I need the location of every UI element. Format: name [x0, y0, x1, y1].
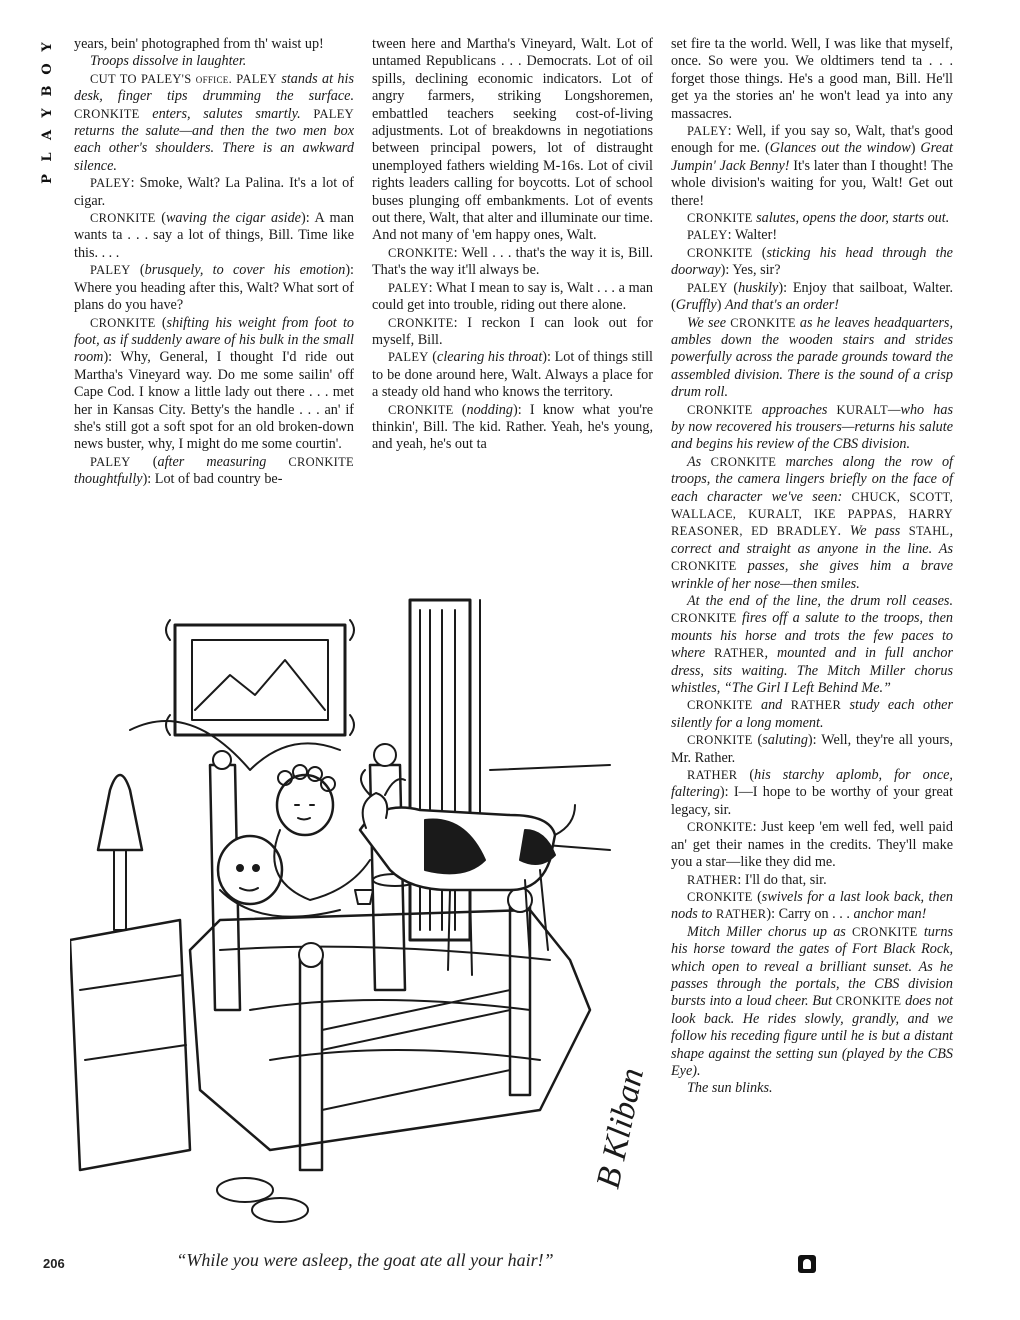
paragraph — [372, 245, 653, 280]
speaker-name: CUT TO PALEY'S office. — [90, 71, 237, 86]
text-run: tween here and Martha's Vineyard, Walt. Lot of untamed Republicans . . . Democrats. Lot of oil spills, declining economic indicators. Lot of angry farmers, striking Longshoremen, embattled teachers seeking cost-of-living adjustments. Lot of breakdowns in negotiations between principal powers, lot of distraught unemployed fathers wielding M-16s. Lot of civil rights leaders calling for boycotts. Lot of school buses plunging off embankments. Lot of events out there, Walt, that alter and illuminate our time. And not many of 'em happy ones, Walt. — [372, 36, 653, 244]
text-run: , mounted and in full anchor dress, sits waiting. The Mitch Miller chorus whistles, “The Girl I Left Behind Me.” — [671, 645, 953, 697]
paragraph — [671, 210, 953, 227]
text-run: : I reckon I can look out for myself, Bill. — [372, 314, 653, 348]
paragraph — [74, 315, 354, 454]
speaker-name: CRONKITE — [687, 698, 753, 713]
paragraph — [671, 593, 953, 697]
paragraph — [74, 210, 354, 262]
speaker-name: PALEY — [687, 228, 728, 243]
paragraph — [74, 36, 354, 53]
speaker-name: PALEY — [687, 124, 728, 139]
text-run: As — [687, 453, 711, 470]
paragraph — [372, 315, 653, 350]
speaker-name: CRONKITE — [671, 611, 737, 626]
speaker-name: CRONKITE — [687, 733, 753, 748]
magazine-name-letter: P — [40, 174, 55, 184]
paragraph — [671, 819, 953, 871]
speaker-name: RATHER — [715, 907, 767, 922]
speaker-name: PALEY — [313, 106, 354, 121]
text-run: Glances out the window — [769, 140, 911, 157]
speaker-name: PALEY — [687, 280, 728, 295]
text-run: It's later than I thought! The whole division's waiting for you, Walt! Get out there! — [671, 157, 953, 209]
text-run: The sun blinks. — [687, 1080, 773, 1097]
text-run: : Walter! — [727, 227, 778, 244]
paragraph — [671, 315, 953, 402]
text-run: ( — [130, 262, 145, 279]
cartoon-caption: “While you were asleep, the goat ate all your hair!” — [176, 1250, 554, 1270]
text-run: nodding — [466, 401, 513, 418]
text-run: marches along the row of troops, the camera lingers briefly on the face of each character we've seen: — [671, 453, 953, 505]
text-run: ): Yes, sir? — [720, 262, 781, 279]
paragraph — [671, 889, 953, 924]
speaker-name: CRONKITE — [671, 559, 737, 574]
paragraph — [671, 280, 953, 315]
text-run: waving the cigar aside — [165, 210, 301, 227]
speaker-name: RATHER — [714, 646, 765, 661]
paragraph — [74, 454, 354, 489]
paragraph — [671, 454, 953, 593]
text-run: : Just keep 'em well fed, well paid an' get their names in the credits. They'll make you a star—like they did me. — [671, 819, 953, 871]
text-run: passes, she gives him a brave wrinkle of her nose—then smiles. — [671, 558, 953, 592]
text-run: ): Where you heading after this, Walt? What sort of plans do you have? — [74, 262, 354, 314]
text-run: ): Why, General, I thought I'd ride out Martha's Vineyard way. Do me some sailin' off Cape Cod. I know a little lady out there . . . met her in Kansas City. Betty's the handle . . . an' if she's still got a soft spot for an old broken-down news buster, why, I might do me some courtin'. — [74, 349, 354, 453]
magazine-name-letter: O — [40, 63, 55, 75]
text-run: thoughtfully — [74, 471, 143, 488]
speaker-name: CRONKITE — [388, 245, 454, 260]
paragraph — [671, 36, 953, 123]
text-run: years, bein' photographed from th' waist up! — [74, 36, 324, 52]
text-column-2 — [372, 36, 653, 454]
paragraph — [372, 36, 653, 245]
text-run: ( — [727, 279, 739, 296]
speaker-name: PALEY — [90, 454, 131, 469]
text-run: ): Well, they're all yours, Mr. Rather. — [671, 732, 953, 766]
paragraph — [671, 697, 953, 732]
text-run: : I'll do that, sir. — [737, 871, 827, 888]
magazine-name-letter: A — [40, 129, 55, 141]
paragraph — [671, 1080, 953, 1097]
speaker-name: CRONKITE — [90, 211, 156, 226]
text-run: ): Enjoy that sailboat, Walter. ( — [671, 279, 954, 314]
text-run: fires off a salute to the troops, then mounts his horse and trots the few paces to where — [671, 610, 953, 662]
text-run: . We pass — [837, 523, 909, 540]
text-run: ): Carry on . . . — [766, 906, 854, 923]
text-run: shifting his weight from foot to foot, as if suddenly aware of his bulk in the small room — [74, 314, 354, 366]
speaker-name: RATHER — [687, 872, 738, 887]
text-run: turns his horse toward the gates of Fort Black Rock, which open to reveal a brilliant sunset. As he passes through the portals, the CBS division bursts into a loud cheer. But — [671, 923, 954, 1010]
text-run: his starchy aplomb, for once, faltering — [671, 767, 953, 801]
text-run: anchor man! — [853, 906, 927, 923]
speaker-name: CRONKITE — [730, 315, 796, 330]
speaker-name: PALEY — [388, 350, 429, 365]
text-run: set fire ta the world. Well, I was like that myself, once. So were you. We oldtimers tend ta . . . forget those things. He's a good man, Bill. He'll get ya the stories an' he won't lead ya into any massacres. — [671, 36, 953, 122]
speaker-name: CRONKITE — [710, 454, 777, 469]
speaker-name: CRONKITE — [388, 402, 454, 417]
speaker-name: CRONKITE — [687, 889, 753, 904]
text-run: : Well . . . that's the way it is, Bill. That's the way it'll always be. — [372, 244, 653, 279]
magazine-name-letter: Y — [40, 108, 55, 118]
text-run: saluting — [762, 732, 808, 749]
magazine-name-letter: L — [40, 152, 55, 162]
text-run: ) — [910, 140, 921, 157]
speaker-name: CRONKITE — [90, 315, 156, 330]
text-run: after measuring — [157, 453, 289, 470]
text-run: ) — [716, 297, 725, 314]
speaker-name: CHUCK, SCOTT, WALLACE, KURALT, IKE PAPPAS, HARRY REASONER, ED BRADLEY — [671, 489, 953, 539]
text-run: ( — [752, 244, 767, 261]
text-run: sticking his head through the doorway — [671, 244, 953, 279]
magazine-name-vertical — [38, 36, 58, 190]
magazine-name-letter: B — [40, 85, 55, 97]
text-run: clearing his throat — [437, 349, 543, 366]
text-run: ( — [752, 888, 762, 905]
text-run: approaches — [752, 401, 837, 418]
text-column-3 — [671, 36, 953, 1098]
text-run: enters, salutes smartly. — [139, 105, 314, 122]
text-run: ): A man wants ta . . . say a lot of things, Bill. Time like this. . . . — [74, 210, 354, 261]
text-run: Gruffly — [675, 297, 717, 314]
text-run: ): Lot of things still to be done around here, Walt. Always a place for a steady old hand who knows the territory. — [372, 349, 654, 401]
text-run: ( — [428, 349, 438, 366]
text-run: ( — [155, 210, 166, 227]
paragraph — [671, 872, 953, 889]
speaker-name: PALEY — [90, 263, 131, 278]
speaker-name: CRONKITE — [74, 106, 140, 121]
text-run: huskily — [738, 279, 779, 296]
text-run: as he leaves headquarters, ambles down the wooden stairs and strides powerfully across the parade grounds toward the assembled division. There is the sound of a crisp drum roll. — [671, 314, 953, 401]
speaker-name: CRONKITE — [687, 820, 753, 835]
magazine-name-letter: Y — [40, 42, 55, 52]
text-run: brusquely, to cover his emotion — [144, 262, 346, 279]
text-run: ( — [130, 453, 158, 470]
text-run: swivels for a last look back, then nods to — [671, 888, 953, 923]
text-run: ( — [155, 314, 167, 331]
text-run: Troops dissolve in laughter. — [90, 53, 247, 70]
speaker-name: CRONKITE — [687, 402, 753, 417]
text-run: Mitch Miller chorus up as — [687, 923, 853, 940]
speaker-name: CRONKITE — [687, 245, 753, 260]
text-run: does not look back. He rides slowly, grandly, and we follow his receding figure until he is but a distant shape against the setting sun (played by the CBS Eye). — [671, 993, 953, 1079]
paragraph — [671, 227, 953, 244]
speaker-name: PALEY — [388, 280, 429, 295]
cartoon-signature: B Kliban — [589, 1064, 652, 1192]
paragraph — [671, 123, 953, 210]
speaker-name: RATHER — [687, 768, 738, 783]
speaker-name: RATHER — [790, 698, 842, 713]
text-column-1 — [74, 36, 354, 489]
text-run: We see — [687, 314, 731, 331]
end-mark-icon — [798, 1255, 816, 1273]
speaker-name: PALEY — [90, 176, 131, 191]
text-run: , correct and straight as anyone in the line. As — [671, 523, 954, 557]
text-run: : What I mean to say is, Walt . . . a man could get into trouble, riding out there alone. — [372, 279, 653, 314]
speaker-name: CRONKITE — [288, 454, 354, 469]
text-run: And that's an order! — [725, 297, 840, 314]
speaker-name: CRONKITE — [835, 994, 902, 1009]
text-run: ( — [752, 732, 763, 749]
paragraph — [74, 71, 354, 175]
text-run: ( — [737, 767, 755, 784]
text-run: : Well, if you say so, Walt, that's good enough for me. ( — [671, 123, 953, 157]
paragraph — [74, 53, 354, 70]
paragraph — [671, 732, 953, 767]
paragraph — [74, 262, 354, 314]
page-number: 206 — [43, 1256, 65, 1271]
cartoon-illustration — [70, 590, 658, 1240]
paragraph — [671, 767, 953, 819]
paragraph — [74, 175, 354, 210]
speaker-name: KURALT — [836, 402, 888, 417]
text-run: ): I—I hope to be worthy of your great legacy, sir. — [671, 784, 953, 818]
speaker-name: PALEY — [236, 71, 277, 86]
text-run: —who has by now recovered his trousers—returns his salute and begins his review of the CBS division. — [671, 401, 953, 453]
paragraph — [372, 349, 653, 401]
text-run: At the end of the line, the drum roll ceases. — [687, 593, 953, 609]
text-run: and — [752, 697, 791, 714]
text-run: stands at his desk, finger tips drumming the surface. — [74, 70, 354, 105]
text-run: study each other silently for a long moment. — [671, 697, 953, 731]
paragraph — [671, 245, 953, 280]
paragraph — [671, 402, 953, 454]
text-run: Great Jumpin' Jack Benny! — [671, 140, 953, 174]
paragraph — [372, 280, 653, 315]
text-run: ( — [453, 401, 467, 418]
text-run: : Smoke, Walt? La Palina. It's a lot of cigar. — [74, 175, 354, 209]
paragraph — [671, 924, 953, 1081]
speaker-name: STAHL — [908, 524, 950, 539]
text-run: ): Lot of bad country be- — [142, 471, 283, 488]
speaker-name: CRONKITE — [687, 211, 753, 226]
text-run: returns the salute—and then the two men box each other's shoulders. There is an awkward silence. — [74, 123, 354, 174]
text-run: ): I know what you're thinkin', Bill. The kid. Rather. Yeah, he's young, and yeah, he's out ta — [372, 401, 653, 453]
speaker-name: CRONKITE — [852, 924, 918, 939]
speaker-name: CRONKITE — [388, 315, 454, 330]
text-run: salutes, opens the door, starts out. — [752, 210, 950, 227]
paragraph — [372, 402, 653, 454]
